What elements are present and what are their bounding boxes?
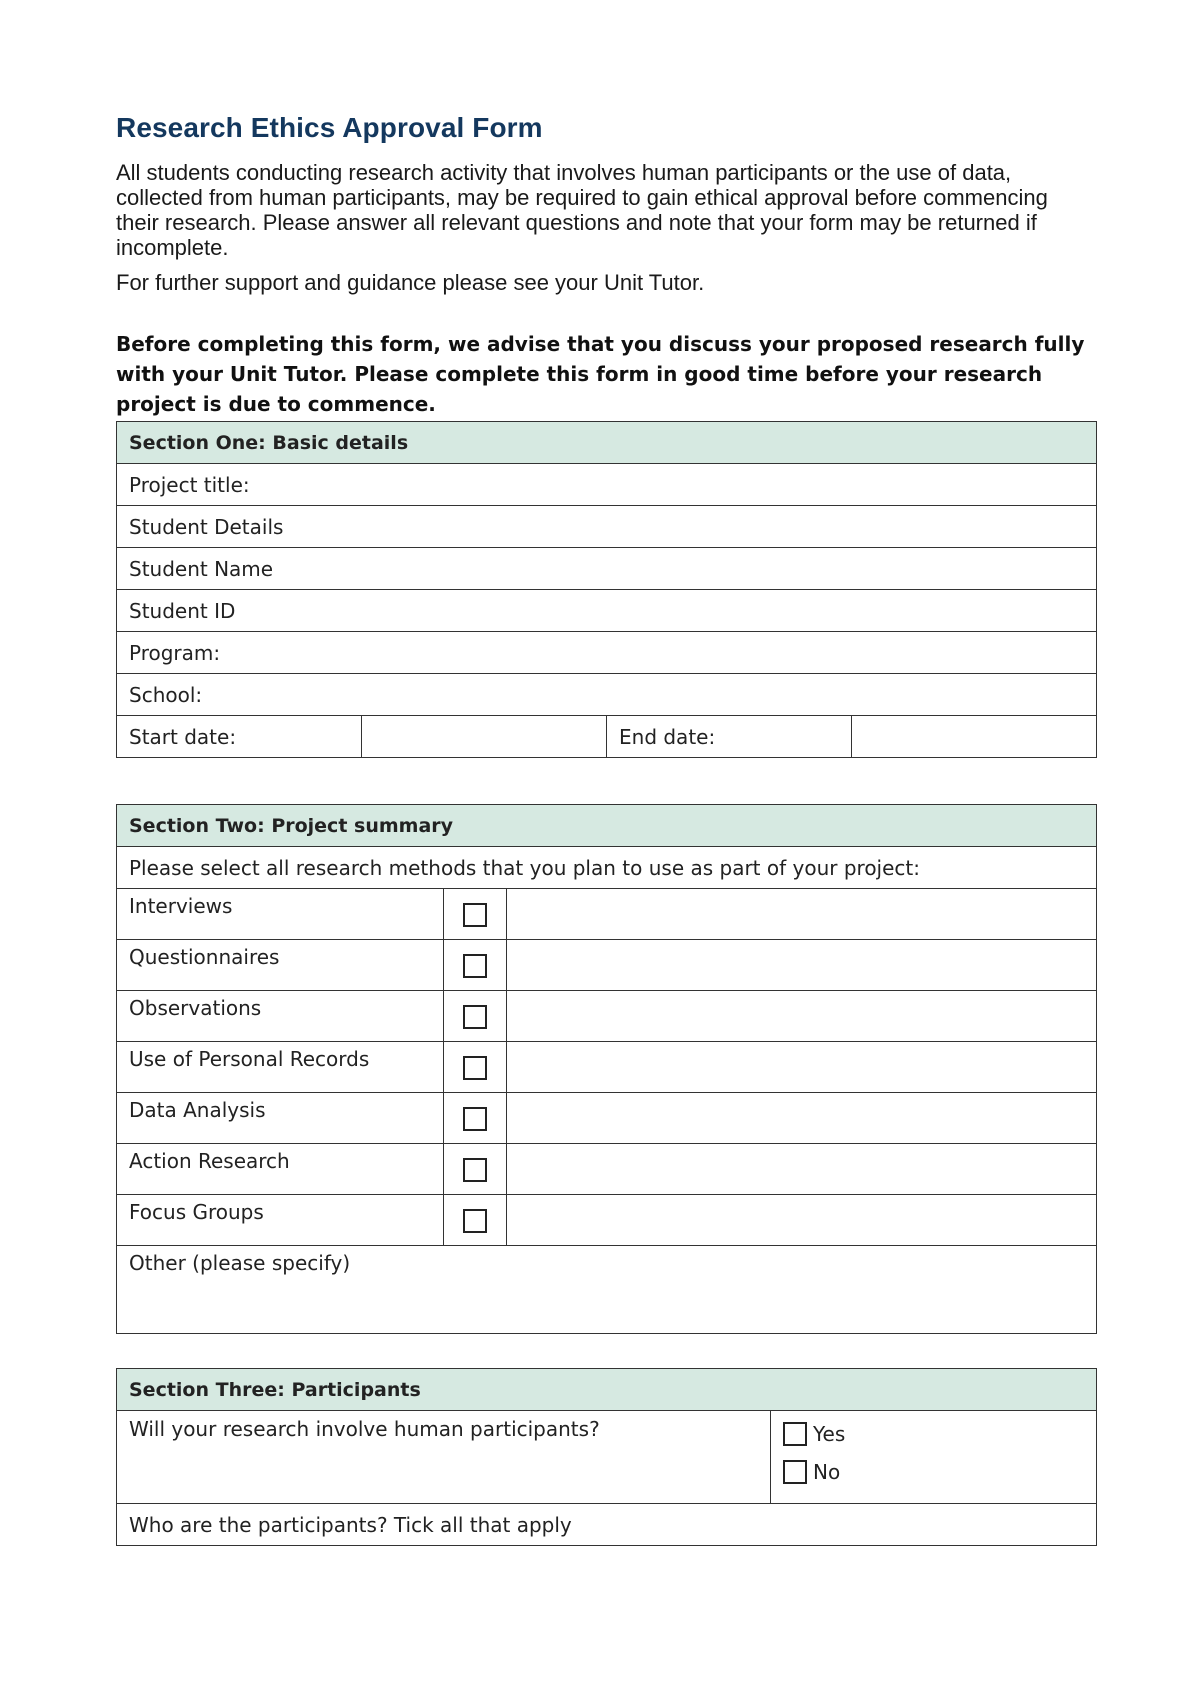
advice-paragraph: Before completing this form, we advise that you discuss your proposed research fully with your Unit Tutor. Please complete this form in good time before your research project is due to commence. (116, 332, 1085, 416)
section-one-table (116, 421, 1097, 758)
method-notes-questionnaires[interactable] (507, 940, 1097, 991)
method-notes-data-analysis[interactable] (507, 1093, 1097, 1144)
student-id-field[interactable]: Student ID (117, 590, 1097, 632)
support-paragraph: For further support and guidance please see your Unit Tutor. (116, 270, 705, 295)
option-yes-label: Yes (813, 1422, 846, 1446)
option-yes[interactable] (783, 1413, 1084, 1455)
section-one-heading: Section One: Basic details (117, 422, 1097, 464)
end-date-label: End date: (607, 716, 852, 758)
method-label-personal-records: Use of Personal Records (117, 1042, 444, 1093)
checkbox-yes[interactable] (783, 1422, 807, 1446)
school-field[interactable]: School: (117, 674, 1097, 716)
end-date-input[interactable] (852, 716, 1097, 758)
section-three-heading: Section Three: Participants (117, 1369, 1097, 1411)
method-notes-interviews[interactable] (507, 889, 1097, 940)
method-label-interviews: Interviews (117, 889, 444, 940)
start-date-label: Start date: (117, 716, 362, 758)
checkbox-data-analysis[interactable] (463, 1107, 487, 1131)
page-title: Research Ethics Approval Form (116, 112, 543, 143)
other-methods-field[interactable]: Other (please specify) (117, 1246, 1097, 1334)
project-title-field[interactable]: Project title: (117, 464, 1097, 506)
option-no-label: No (813, 1460, 841, 1484)
form-page (116, 112, 1096, 1546)
method-notes-focus-groups[interactable] (507, 1195, 1097, 1246)
section-three-table (116, 1368, 1097, 1546)
student-details-label: Student Details (117, 506, 1097, 548)
checkbox-observations[interactable] (463, 1005, 487, 1029)
method-label-data-analysis: Data Analysis (117, 1093, 444, 1144)
checkbox-no[interactable] (783, 1460, 807, 1484)
checkbox-action-research[interactable] (463, 1158, 487, 1182)
section-two-heading: Section Two: Project summary (117, 805, 1097, 847)
method-label-questionnaires: Questionnaires (117, 940, 444, 991)
section-two-table (116, 804, 1097, 1334)
methods-instruction: Please select all research methods that you plan to use as part of your project: (117, 847, 1097, 889)
human-participants-options (771, 1411, 1097, 1504)
intro-paragraph: All students conducting research activity that involves human participants or the use of data, collected from human participants, may be required to gain ethical approval before commencing their research. Please answer all relevant questions and note that your form may be returned if incomplete. (116, 160, 1048, 260)
method-notes-personal-records[interactable] (507, 1042, 1097, 1093)
method-label-observations: Observations (117, 991, 444, 1042)
human-participants-question: Will your research involve human participants? (117, 1411, 771, 1504)
method-notes-action-research[interactable] (507, 1144, 1097, 1195)
checkbox-questionnaires[interactable] (463, 954, 487, 978)
method-notes-observations[interactable] (507, 991, 1097, 1042)
method-label-focus-groups: Focus Groups (117, 1195, 444, 1246)
checkbox-personal-records[interactable] (463, 1056, 487, 1080)
checkbox-interviews[interactable] (463, 903, 487, 927)
start-date-input[interactable] (362, 716, 607, 758)
checkbox-focus-groups[interactable] (463, 1209, 487, 1233)
method-label-action-research: Action Research (117, 1144, 444, 1195)
student-name-field[interactable]: Student Name (117, 548, 1097, 590)
option-no[interactable] (783, 1451, 1084, 1493)
intro (116, 160, 1096, 295)
program-field[interactable]: Program: (117, 632, 1097, 674)
participants-who-question: Who are the participants? Tick all that apply (117, 1504, 1097, 1546)
